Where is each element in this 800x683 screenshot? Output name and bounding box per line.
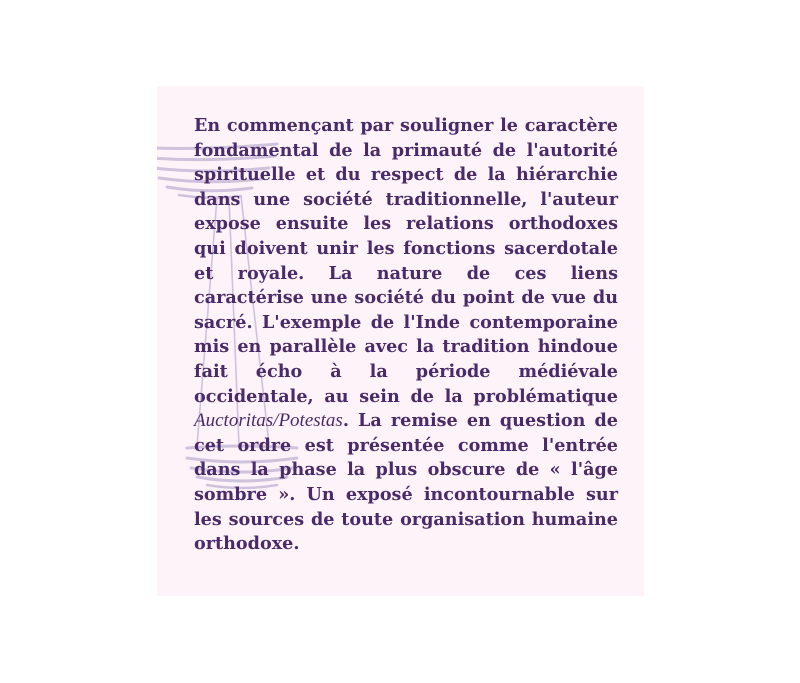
description-italic-term: Auctoritas/Potestas [194,410,343,432]
description-text-part2: . La remise en question de cet ordre est présentée comme l'entrée dans la phase la plus obscure de « l'âge sombre ». Un exposé incontournable sur les sources de toute organisation humaine orthodoxe. [194,410,618,555]
description-text-part1: En commençant par souligner le caractère fondamental de la primauté de l'autorité spirituelle et du respect de la hiérarchie dans une société traditionnelle, l'auteur expose ensuite les relations orthodoxes qui doivent unir les fonctions sacerdotale et royale. La nature de ces liens caractérise une société du point de vue du sacré. L'exemple de l'Inde contemporaine mis en parallèle avec la tradition hindoue fait écho à la période médiévale occidentale, au sein de la problématique [194,115,618,407]
book-description [194,114,618,557]
description-panel [157,86,644,596]
